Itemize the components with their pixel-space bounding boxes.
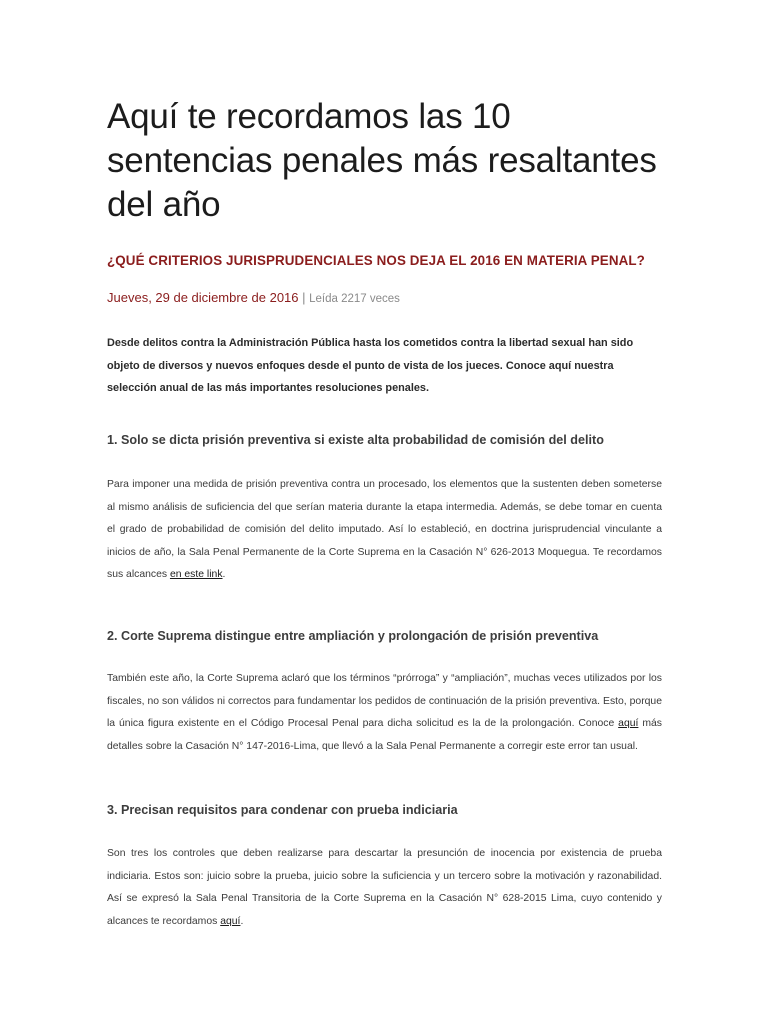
article-subtitle: ¿QUÉ CRITERIOS JURISPRUDENCIALES NOS DEJA EL 2016 EN MATERIA PENAL? bbox=[107, 253, 645, 268]
article-title: Aquí te recordamos las 10 sentencias penales más resaltantes del año bbox=[107, 97, 657, 224]
section-2-paragraph bbox=[107, 668, 662, 758]
article-meta bbox=[107, 290, 400, 305]
section-2-text-end: más detalles sobre la Casación N° 147-2016-Lima, que llevó a la Sala Penal Permanente a corregir este error tan usual. bbox=[107, 718, 662, 752]
section-2-text: También este año, la Corte Suprema aclaró que los términos “prórroga” y “ampliación”, muchas veces utilizados por los fiscales, no son válidos ni correctos para fundamentar los pedidos de continuación de la prisión preventiva. Esto, porque la única figura existente en el Código Procesal Penal para dicha solicitud es la de la prolongación. Conoce bbox=[107, 673, 662, 729]
section-1-text: Para imponer una medida de prisión preventiva contra un procesado, los elementos que la sustenten deben someterse al mismo análisis de suficiencia del que serían materia durante la etapa intermedia. Además, se debe tomar en cuenta el grado de probabilidad de comisión del delito imputado. Así lo estableció, en doctrina jurisprudencial vinculante a inicios de año, la Sala Penal Permanente de la Corte Suprema en la Casación N° 626-2013 Moquegua. Te recordamos sus alcances bbox=[107, 479, 662, 580]
section-3-text-end: . bbox=[240, 915, 244, 927]
section-1-link[interactable]: en este link bbox=[169, 569, 223, 580]
meta-separator: | bbox=[298, 290, 310, 305]
section-1-heading: 1. Solo se dicta prisión preventiva si existe alta probabilidad de comisión del delito bbox=[107, 433, 604, 447]
section-3-link[interactable]: aquí bbox=[220, 915, 241, 927]
section-3-heading: 3. Precisan requisitos para condenar con prueba indiciaria bbox=[107, 803, 458, 817]
section-1-text-end: . bbox=[222, 569, 226, 580]
section-1-paragraph bbox=[107, 474, 662, 587]
section-2-heading: 2. Corte Suprema distingue entre ampliación y prolongación de prisión preventiva bbox=[107, 629, 599, 643]
section-3-text: Son tres los controles que deben realizarse para descartar la presunción de inocencia por existencia de prueba indiciaria. Estos son: juicio sobre la prueba, juicio sobre la suficiencia y un tercero sobre la motivación y razonabilidad. Así se expresó la Sala Penal Transitoria de la Corte Suprema en la Casación N° 628-2015 Lima, cuyo contenido y alcances te recordamos bbox=[107, 848, 662, 927]
article-lead: Desde delitos contra la Administración Pública hasta los cometidos contra la libertad sexual han sido objeto de diversos y nuevos enfoques desde el punto de vista de los jueces. Conoce aquí nuestra selección anual de las más importantes resoluciones penales. bbox=[107, 337, 634, 394]
publish-date: Jueves, 29 de diciembre de 2016 bbox=[107, 290, 299, 305]
section-3-paragraph bbox=[107, 843, 662, 933]
read-count: Leída 2217 veces bbox=[309, 293, 400, 305]
section-2-link[interactable]: aquí bbox=[618, 718, 639, 729]
